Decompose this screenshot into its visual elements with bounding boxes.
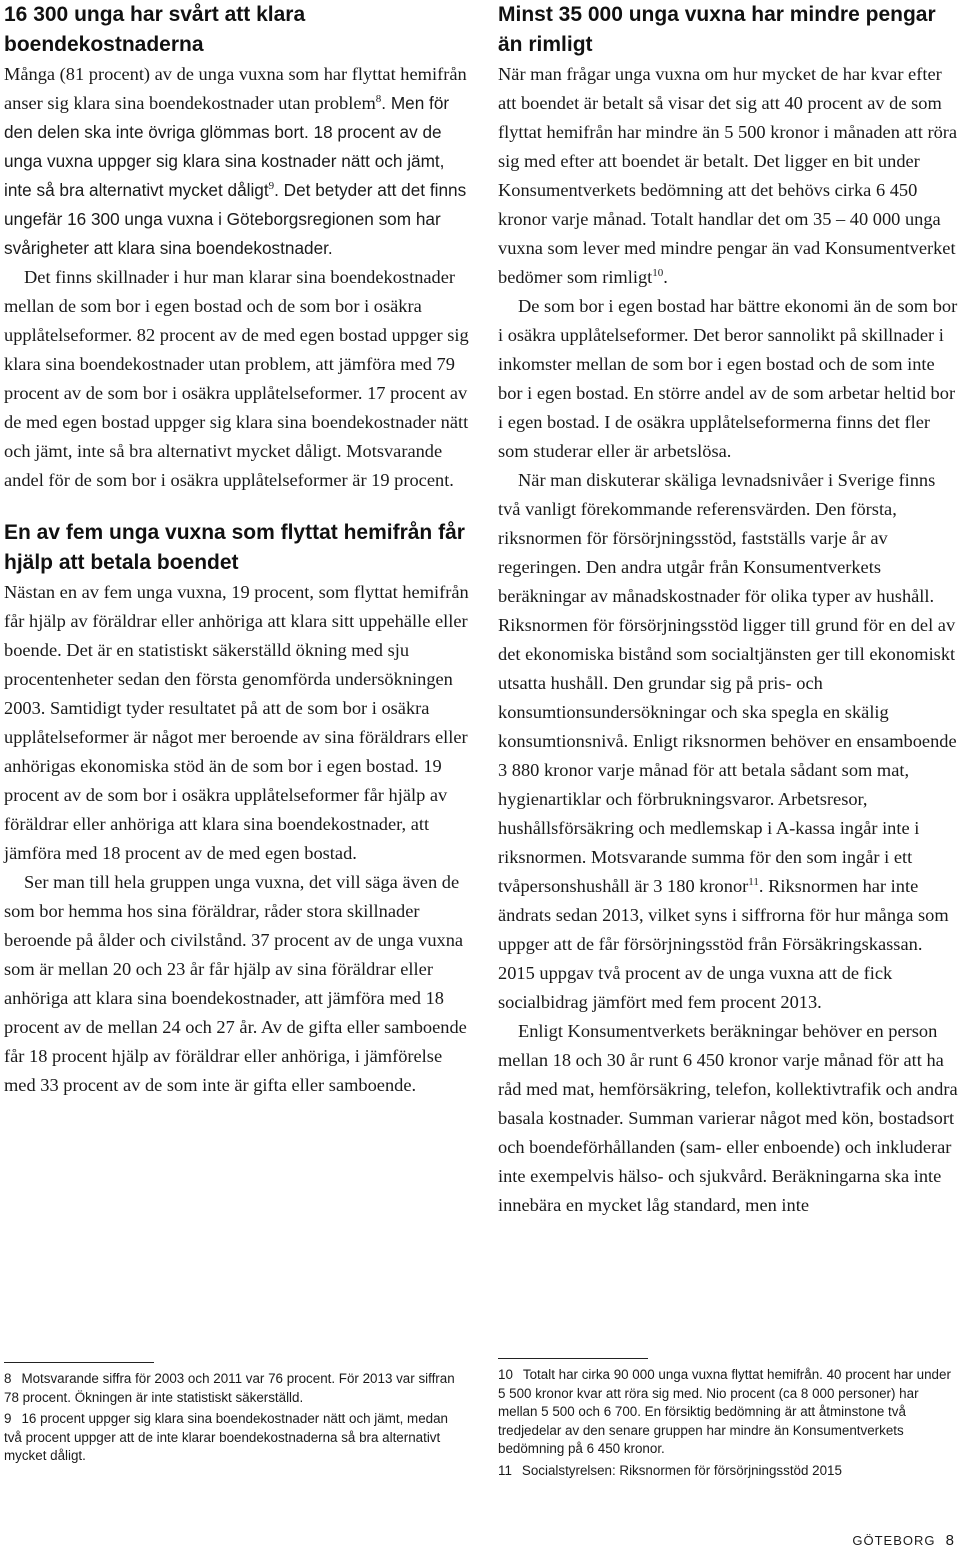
left-column: [4, 0, 474, 1100]
footnote: [498, 1366, 958, 1459]
text-run: När man frågar unga vuxna om hur mycket de har kvar efter att boendet är betalt så visar det sig att 40 procent av de som flyttat hemifrån har mindre än 5 500 kronor i månaden att röra sig med efter att boendet är betalt. Det ligger en bit under Konsumentverkets bedömning att det behövs cirka 6 450 kronor varje månad. Totalt handlar det om 35 – 40 000 unga vuxna som lever med mindre pengar än vad Konsumentverket bedömer som rimligt: [498, 64, 958, 287]
paragraph: [498, 466, 960, 1017]
section-heading: Minst 35 000 unga vuxna har mindre pengar än rimligt: [498, 3, 936, 56]
section-heading: 16 300 unga har svårt att klara boendekostnaderna: [4, 3, 306, 56]
right-column: [498, 0, 960, 1220]
footer-city: GÖTEBORG: [852, 1533, 936, 1548]
paragraph: De som bor i egen bostad har bättre ekonomi än de som bor i osäkra upplåtelseformer. Det beror sannolikt på skillnader i inkomster mellan de som bor i egen bostad och de som inte bor i egen bostad. En större andel av de som arbetar heltid bor i egen bostad. I de osäkra upplåtelseformerna finns det fler som studerar eller är arbetslösa.: [498, 296, 958, 461]
footnote: [498, 1462, 958, 1481]
text-run: När man diskuterar skäliga levnadsnivåer i Sverige finns två vanligt förekommande referensvärden. Den första, riksnormen för försörjningsstöd, fastställs varje år av regeringen. Den andra utgår från Konsumentverkets beräkningar av månadskostnader för olika typer av hushåll. Riksnormen för försörjningsstöd ligger till grund för en del av det ekonomiska bistånd som socialtjänsten ger till ekonomiskt utsatta hushåll. Den grundar sig på pris- och konsumtionsundersökningar och ska spegla en skälig konsumtionsnivå. Enligt riksnormen behöver en ensamboende 3 880 kronor varje månad för att betala sådant som mat, hygienartiklar och förbrukningsvaror. Arbetsresor, hushållsförsäkring och medlemskap i A-kassa ingår inte i riksnormen. Motsvarande summa för den som ingår i ett tvåpersonshushåll är 3 180 kronor: [498, 470, 957, 896]
paragraph: [498, 60, 960, 292]
footnote-text: 16 procent uppger sig klara sina boendekostnader nätt och jämt, medan två procent uppger att de inte klarar boendekostnaderna så bra alternativt mycket dåligt.: [4, 1411, 448, 1463]
text-run: Många (81 procent) av de unga vuxna som har flyttat hemifrån anser sig klara sina boendekostnader utan problem: [4, 64, 467, 113]
text-run: .: [663, 267, 668, 287]
paragraph: Nästan en av fem unga vuxna, 19 procent, som flyttat hemifrån får hjälp av föräldrar eller anhöriga att klara sitt uppehälle eller boende. Det är en statistiskt säkerställd ökning med sju procentenheter sedan den första genomförda undersökningen 2003. Samtidigt tyder resultatet på att de som bor i osäkra upplåtelseformer är något mer beroende av sina föräldrars eller anhörigas ekonomiska stöd än de som bor i egen bostad. 19 procent av de som bor i osäkra upplåtelseformer får hjälp av föräldrar eller anhöriga att klara sina boendekostnader, att jämföra med 18 procent av de med egen bostad.: [4, 582, 469, 863]
footnote-text: Motsvarande siffra för 2003 och 2011 var 76 procent. För 2013 var siffran 78 procent. Ökningen är inte statistiskt säkerställd.: [4, 1371, 455, 1405]
footnote-divider: [498, 1358, 648, 1359]
footnote-ref: 8: [375, 92, 382, 105]
footnote-ref: 11: [748, 875, 759, 888]
footnote-number: 11: [498, 1462, 512, 1478]
page-number: 8: [945, 1532, 954, 1549]
footnote-number: 9: [4, 1411, 12, 1426]
footnote-number: 10: [498, 1367, 513, 1382]
page-footer: [852, 1532, 954, 1549]
footnote-divider: [4, 1362, 154, 1363]
footnote-text: Socialstyrelsen: Riksnormen för försörjningsstöd 2015: [521, 1462, 842, 1478]
footnotes-right: [498, 1366, 958, 1483]
footnote: [4, 1410, 456, 1466]
footnote-ref: 10: [652, 266, 664, 279]
paragraph: Enligt Konsumentverkets beräkningar behöver en person mellan 18 och 30 år runt 6 450 kronor varje månad för att ha råd med mat, hemförsäkring, telefon, kollektivtrafik och andra basala kostnader. Summan varierar något med kön, bostadsort och boendeförhållanden (sam- eller enboende) och inkluderar inte exempelvis hälso- och sjukvård. Beräkningarna ska inte innebära en mycket låg standard, men inte: [498, 1021, 958, 1215]
text-run: . Riksnormen har inte ändrats sedan 2013, vilket syns i siffrorna för hur många som uppger att de får försörjningsstöd från Försäkringskassan. 2015 uppgav två procent av de unga vuxna att de fick socialbidrag jämfört med fem procent 2013.: [498, 876, 949, 1012]
paragraph: Det finns skillnader i hur man klarar sina boendekostnader mellan de som bor i egen bostad och de som bor i osäkra upplåtelseformer. 82 procent av de med egen bostad uppger sig klara sina boendekostnader utan problem, att jämföra med 79 procent av de som bor i osäkra upplåtelseformer. 17 procent av de med egen bostad uppger sig klara sina boendekostnader nätt och jämt, inte så bra alternativt mycket dåligt. Motsvarande andel för de som bor i osäkra upplåtelseformer är 19 procent.: [4, 267, 469, 490]
footnote-text: Totalt har cirka 90 000 unga vuxna flyttat hemifrån. 40 procent har under 5 500 kronor kvar att röra sig med. Nio procent (ca 8 000 personer) har mellan 5 500 och 6 700. En försiktig bedömning är att åtminstone två tredjedelar av den senare gruppen har mindre än Konsumentverkets bedömning på 6 450 kronor.: [498, 1367, 951, 1456]
footnotes-left: [4, 1370, 456, 1469]
section-heading: En av fem unga vuxna som flyttat hemifrån får hjälp att betala boendet: [4, 521, 465, 574]
paragraph: Ser man till hela gruppen unga vuxna, det vill säga även de som bor hemma hos sina föräldrar, råder stora skillnader beroende på ålder och civilstånd. 37 procent av de unga vuxna som är mellan 20 och 23 år får hjälp av sina föräldrar eller anhöriga att klara sina boendekostnader, att jämföra med 18 procent av de mellan 24 och 27 år. Av de gifta eller samboende får 18 procent hjälp av föräldrar eller anhöriga, i jämförelse med 33 procent av de som inte är gifta eller samboende.: [4, 872, 467, 1095]
footnote-ref: 9: [268, 179, 275, 192]
text-run: . Men för den delen ska inte övriga glömmas bort. 18 procent av de unga vuxna uppger sig klara sina kostnader nätt och jämt, inte så bra alternativt mycket dåligt: [4, 93, 450, 200]
footnote-number: 8: [4, 1371, 12, 1386]
text-run: . Det betyder att det finns ungefär 16 300 unga vuxna i Göteborgsregionen som har svårigheter att klara sina boendekostnader.: [4, 180, 467, 258]
paragraph: [4, 60, 474, 263]
footnote: [4, 1370, 456, 1407]
